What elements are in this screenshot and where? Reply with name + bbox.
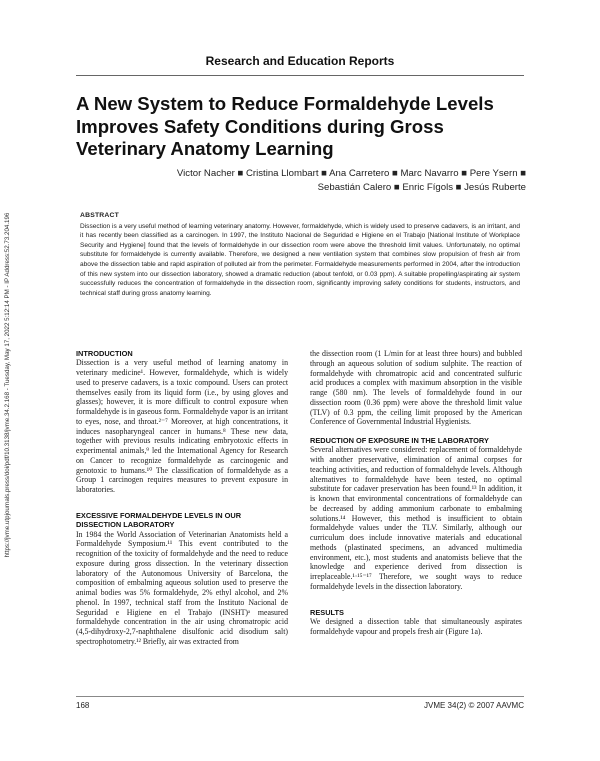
reduction-heading: REDUCTION OF EXPOSURE IN THE LABORATORY (310, 436, 489, 445)
section-spacer (76, 495, 288, 511)
continued-paragraph: the dissection room (1 L/min for at least three hours) and bubbled through an aqueous solution of sodium sulphite. The reaction of formaldehyde with chromatropic acid and concentrated sulfuric acid produces a complex with maximum absorption in the visible range (580 nm). The levels of formaldehyde found in our dissection room (0.36 ppm) were above the threshold limit value (TLV) of 0.3 ppm, the ceiling limit proposed by the American Conference of Governmental Industrial Hygienists. (310, 349, 522, 427)
author-line-2: Sebastián Calero ■ Enric Fígols ■ Jesús Ruberte (317, 181, 526, 193)
author-list (76, 167, 526, 194)
abstract-block (80, 211, 520, 298)
abstract-heading: ABSTRACT (80, 212, 119, 219)
results-heading: RESULTS (310, 607, 344, 617)
download-watermark-strip (2, 195, 14, 575)
page-number: 168 (76, 701, 90, 710)
reduction-paragraph: Several alternatives were considered: replacement of formaldehyde with another preservative, elimination of animal corpses for teaching activities, and reduction of formaldehyde levels. Although alternatives to formaldehyde have been tested, no optimal substitute for cadaver preservation has been found.¹³ In addition, it is known that environmental concentrations of formaldehyde can be decreased by adding ammonium carbonate to embalming solutions.¹⁴ However, this method is insufficient to obtain formaldehyde values under the TLV. Similarly, although our curriculum does include innovative materials and educational methods (plastinated specimens, an advanced multimedia environment, etc.), most students and anatomists believe that the knowledge and experience derived from dissection is irreplaceable.¹·¹⁵⁻¹⁷ Therefore, we sought ways to reduce formaldehyde levels in the dissection laboratory. (310, 445, 522, 591)
results-paragraph: We designed a dissection table that simultaneously aspirates formaldehyde vapour and propels fresh air (Figure 1a). (310, 617, 522, 636)
left-column (76, 349, 288, 647)
introduction-paragraph: Dissection is a very useful method of learning anatomy in veterinary medicine¹. However, formaldehyde, which is widely used to preserve cadavers, is a toxic compound. Users can protect themselves easily from its liquid form (i.e., by using gloves and glasses); however, it is more difficult to control exposure when formaldehyde is in gaseous form. Formaldehyde vapor is an irritant to eyes, nose, and throat.²⁻⁷ Moreover, at high concentrations, it induces nasopharyngeal cancer in humans.⁸ These new data, together with previous results indicating embryotoxic effects in experimental animals,⁹ led the International Agency for Research on Cancer to recognize formaldehyde as carcinogenic and genotoxic to humans.¹⁰ The classification of formaldehyde as a Group 1 carcinogen requires measures to prevent exposure in laboratories. (76, 358, 288, 495)
article-title: A New System to Reduce Formaldehyde Levels Improves Safety Conditions during Gross Veterinary Anatomy Learning (76, 93, 494, 159)
right-column (310, 349, 522, 637)
excessive-levels-paragraph: In 1984 the World Association of Veterinarian Anatomists held a Formaldehyde Symposium.¹¹ This event contributed to the recognition of the toxicity of formaldehyde and the need to reduce exposure during gross dissection. In the veterinary dissection laboratory of the Autonomous University of Barcelona, the composition of embalming aqueous solution used to preserve the animal bodies was 5% formaldehyde, 2% ethyl alcohol, and 2% phenol. In 1997, technical staff from the Instituto Nacional de Seguridad e Higiene en el Trabajo (INSHT)ᵃ measured formaldehyde concentration in the air using chromatropic acid (4,5-dihydroxy-2,7-naphthalene disulfonic acid disodium salt) spectrophotometry.¹² Briefly, air was extracted from (76, 529, 288, 646)
footer-divider (76, 696, 524, 697)
section-spacer (310, 592, 522, 608)
abstract-text: Dissection is a very useful method of learning veterinary anatomy. However, formaldehyde, which is widely used to preserve cadavers, is an irritant, and it has recently been classified as a carcinogen. In 1997, the Instituto Nacional de Seguridad e Higiene en el Trabajo [National Institute of Workplace Security and Hygiene] found that the levels of formaldehyde in our dissection room were above the threshold limit values. Unfortunately, no optimal substitute for formaldehyde is currently available. Therefore, we designed a new ventilation system that combines slow propulsion of fresh air from above the dissection table and rapid aspiration of polluted air from the perimeter. Formaldehyde measurements performed in 2004, after the introduction of this new system into our dissection laboratory, showed a dramatic reduction (about tenfold, or 0.03 ppm). A suitable propelling/aspirating air system successfully reduces the concentration of formaldehyde in the dissection room, significantly improving safety conditions for students, instructors, and technical staff during gross anatomy learning. (80, 222, 520, 297)
journal-citation: JVME 34(2) © 2007 AAVMC (423, 701, 524, 710)
section-spacer (310, 427, 522, 436)
author-line-1: Victor Nacher ■ Cristina Llombart ■ Ana Carretero ■ Marc Navarro ■ Pere Ysern ■ (176, 168, 526, 179)
introduction-heading: INTRODUCTION (76, 349, 133, 358)
download-watermark-text: https://jvme.utpjournals.press/doi/pdf/10.3138/jvme.34.2.168 - Tuesday, May 17, 2022 5:12:14 PM - IP Address:52.73.204.196 (4, 212, 11, 558)
header-divider (76, 75, 524, 76)
section-label: Research and Education Reports (205, 54, 395, 68)
excessive-levels-heading-line-1: EXCESSIVE FORMALDEHYDE LEVELS IN OUR (76, 510, 242, 520)
excessive-levels-heading-line-2: DISSECTION LABORATORY (76, 520, 175, 530)
